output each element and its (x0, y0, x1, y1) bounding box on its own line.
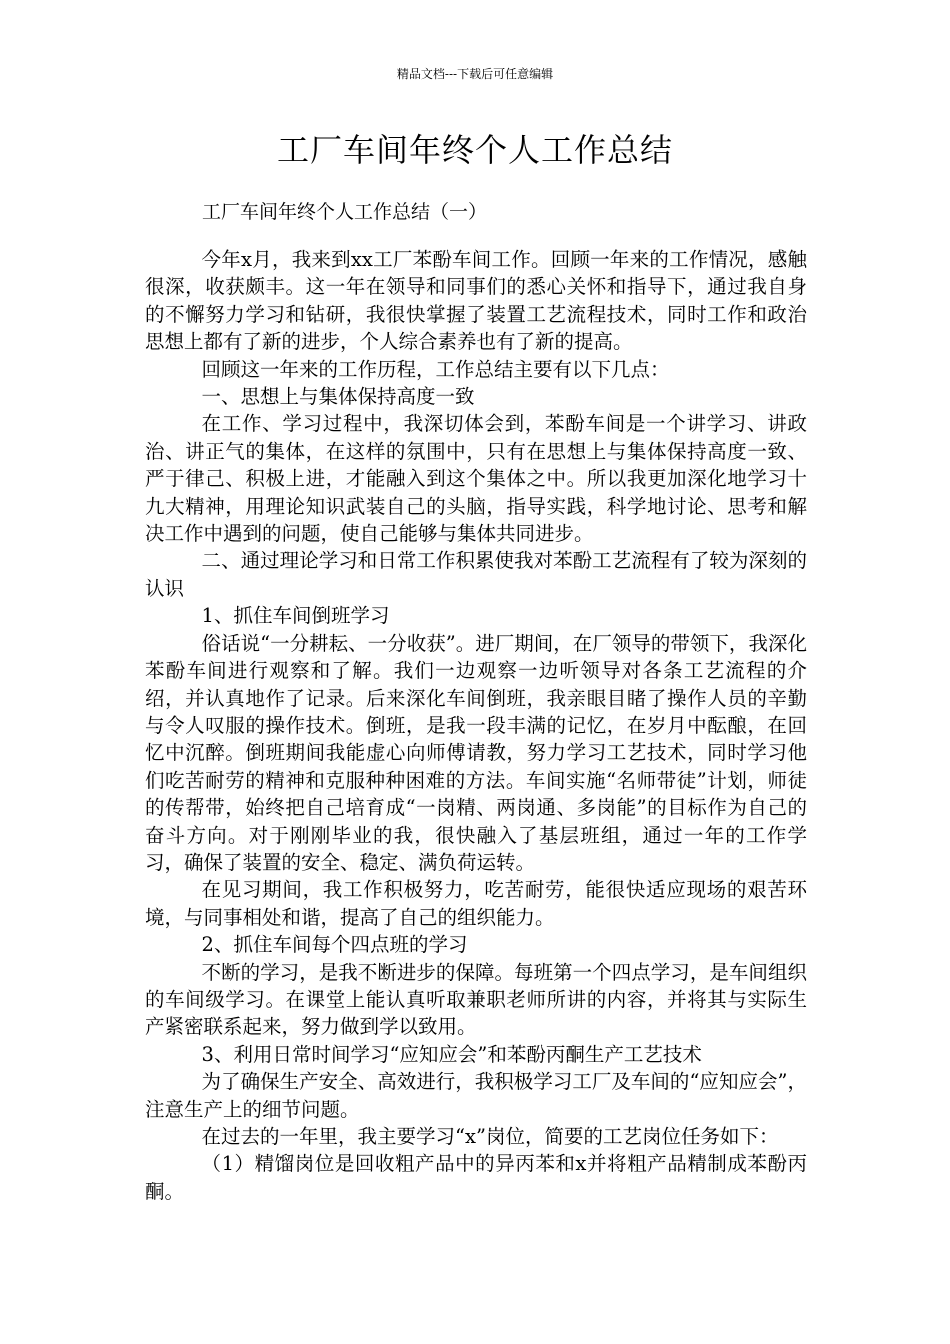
paragraph: 俗话说“一分耕耘、一分收获”。进厂期间，在厂领导的带领下，我深化苯酚车间进行观察和了解。我们一边观察一边听领导对各条工艺流程的介绍，并认真地作了记录。后来深化车间倒班，我亲眼目睹了操作人员的辛勤与令人叹服的操作技术。倒班，是我一段丰满的记忆，在岁月中酝酿，在回忆中沉醉。倒班期间我能虚心向师傅请教，努力学习工艺技术，同时学习他们吃苦耐劳的精神和克服种种困难的方法。车间实施“名师带徒”计划，师徒的传帮带，始终把自己培育成“一岗精、两岗通、多岗能”的目标作为自己的奋斗方向。对于刚刚毕业的我，很快融入了基层班组，通过一年的工作学习，确保了装置的安全、稳定、满负荷运转。 (145, 631, 807, 874)
paragraph: 为了确保生产安全、高效进行，我积极学习工厂及车间的“应知应会”，注意生产上的细节问题。 (145, 1070, 807, 1121)
document-body (145, 246, 807, 1205)
paragraph: 在工作、学习过程中，我深切体会到，苯酚车间是一个讲学习、讲政治、讲正气的集体，在这样的氛围中，只有在思想上与集体保持高度一致、严于律己、积极上进，才能融入到这个集体之中。所以我更加深化地学习十九大精神，用理论知识武装自己的头脑，指导实践，科学地讨论、思考和解决工作中遇到的问题，使自己能够与集体共同进步。 (145, 412, 807, 546)
subsection-heading: 3、利用日常时间学习“应知应会”和苯酚丙酮生产工艺技术 (201, 1042, 702, 1066)
paragraph: 在见习期间，我工作积极努力，吃苦耐劳，能很快适应现场的艰苦环境，与同事相处和谐，提高了自己的组织能力。 (145, 878, 807, 929)
paragraph: （1）精馏岗位是回收粗产品中的异丙苯和x并将粗产品精制成苯酚丙酮。 (145, 1152, 807, 1203)
section-heading: 二、通过理论学习和日常工作积累使我对苯酚工艺流程有了较为深刻的认识 (145, 549, 807, 600)
paragraph: 回顾这一年来的工作历程，工作总结主要有以下几点： (201, 357, 670, 381)
paragraph: 今年x月，我来到xx工厂苯酚车间工作。回顾一年来的工作情况，感触很深，收获颇丰。这一年在领导和同事们的悉心关怀和指导下，通过我自身的不懈努力学习和钻研，我很快掌握了装置工艺流程技术，同时工作和政治思想上都有了新的进步，个人综合素养也有了新的提高。 (145, 248, 807, 354)
paragraph: 在过去的一年里，我主要学习“x”岗位，简要的工艺岗位任务如下： (201, 1125, 779, 1148)
section-heading: 一、思想上与集体保持高度一致 (201, 385, 475, 409)
document-title: 工厂车间年终个人工作总结 (276, 131, 673, 169)
paragraph: 不断的学习，是我不断进步的保障。每班第一个四点学习，是车间组织的车间级学习。在课堂上能认真听取兼职老师所讲的内容，并将其与实际生产紧密联系起来，努力做到学以致用。 (145, 960, 807, 1039)
subsection-heading: 2、抓住车间每个四点班的学习 (201, 933, 468, 957)
header-note: 精品文档---下载后可任意编辑 (396, 67, 554, 81)
subsection-heading: 1、抓住车间倒班学习 (201, 604, 390, 628)
section-subtitle: 工厂车间年终个人工作总结（一） (202, 201, 488, 223)
